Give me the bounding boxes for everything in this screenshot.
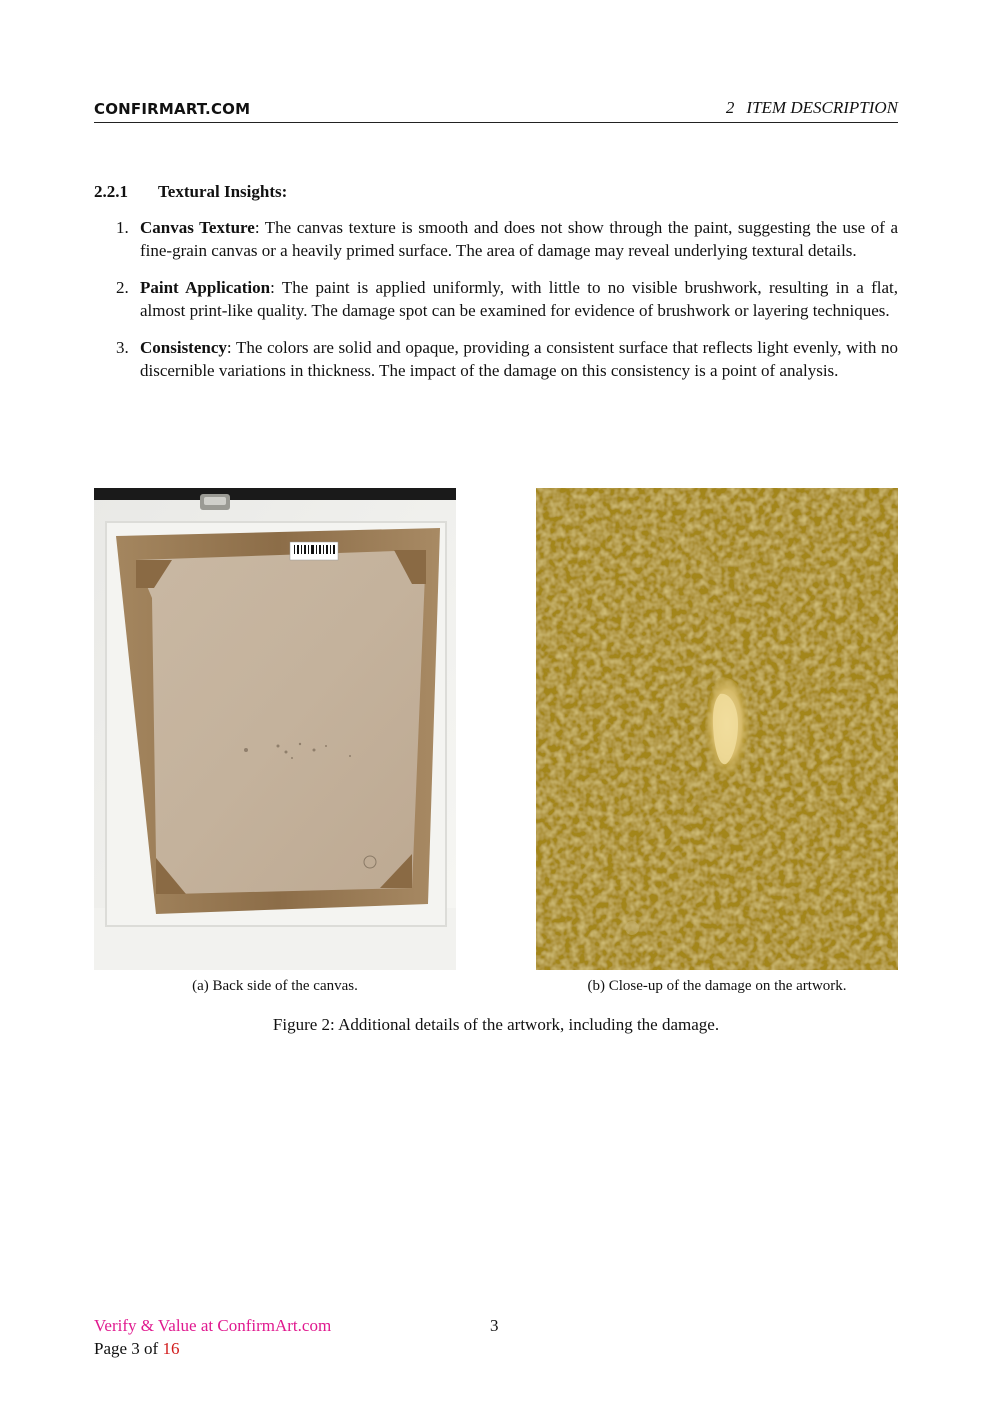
figure-caption: Figure 2: Additional details of the artwork, including the damage. <box>272 1015 720 1034</box>
damage-closeup-photo <box>536 488 898 970</box>
list-item <box>112 276 898 322</box>
subsection-title: Textural Insights: <box>158 182 288 201</box>
page-count-total[interactable]: 16 <box>162 1339 180 1358</box>
canvas-back-photo <box>94 488 456 970</box>
subsection-heading <box>94 182 287 202</box>
list-item-term: Canvas Texture <box>140 218 255 237</box>
caption-b: (b) Close-up of the damage on the artwork. <box>587 978 847 994</box>
list-item <box>112 216 898 262</box>
page-number: 3 <box>490 1316 499 1335</box>
confirmart-logo: CONFIRMART.COM <box>94 100 251 118</box>
list-item-term: Consistency <box>140 338 227 357</box>
page-header <box>94 96 898 123</box>
list-item-text: : The canvas texture is smooth and does not show through the paint, suggesting the use of a fine-grain canvas or a heavily primed surface. The area of damage may reveal underlying textural details. <box>140 218 899 260</box>
caption-a: (a) Back side of the canvas. <box>192 978 358 994</box>
list-item-number: 3. <box>116 338 129 357</box>
header-section-number: 2 <box>725 98 735 117</box>
list-item-number: 2. <box>116 278 129 297</box>
page-count-prefix: Page 3 of <box>94 1339 163 1358</box>
list-item-text: : The colors are solid and opaque, providing a consistent surface that reflects light evenly, with no discernible variations in thickness. The impact of the damage on this consistency is a point of analysis. <box>140 338 898 380</box>
list-item-term: Paint Application <box>140 278 271 297</box>
page-count <box>94 1339 179 1359</box>
subsection-number: 2.2.1 <box>94 182 128 201</box>
list-item <box>112 336 898 382</box>
list-item-text: : The paint is applied uniformly, with little to no visible brushwork, resulting in a flat, almost print-like quality. The damage spot can be examined for evidence of brushwork or layering techniques. <box>140 278 898 320</box>
header-section-title: ITEM DESCRIPTION <box>746 98 898 117</box>
insights-list <box>112 216 898 396</box>
list-item-number: 1. <box>116 218 129 237</box>
verify-value-link[interactable]: Verify & Value at ConfirmArt.com <box>94 1316 332 1335</box>
header-section <box>726 98 898 118</box>
